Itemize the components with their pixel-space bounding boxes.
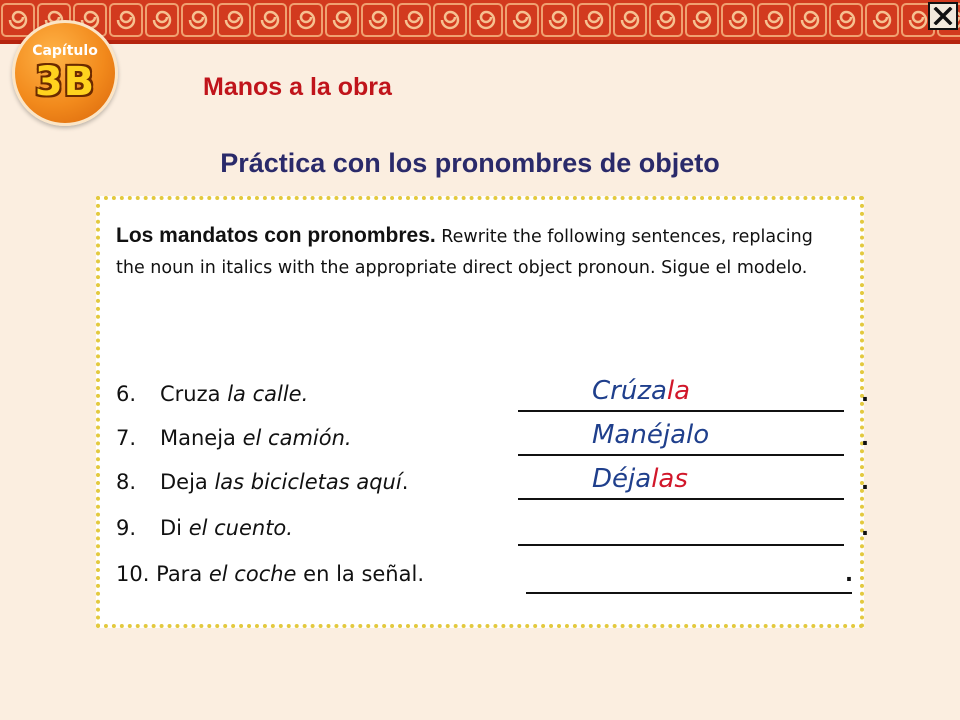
answer-text: Déjalas bbox=[592, 464, 688, 494]
instructions-lead: Los mandatos con pronombres. bbox=[116, 224, 436, 247]
exercise-sentence: Cruza la calle. bbox=[160, 382, 309, 406]
top-decorative-band bbox=[0, 0, 960, 44]
exercise-row-6 bbox=[116, 376, 869, 416]
exercise-number: 6. bbox=[116, 382, 137, 406]
period: . bbox=[861, 516, 869, 540]
close-button[interactable] bbox=[928, 2, 958, 30]
exercise-row-10 bbox=[116, 556, 856, 596]
exercise-number: 9. bbox=[116, 516, 137, 540]
band-bottom-line bbox=[0, 40, 960, 44]
answer-text: Manéjalo bbox=[592, 420, 710, 450]
period: . bbox=[845, 562, 853, 586]
chapter-label: Capítulo bbox=[32, 43, 98, 59]
exercise-card bbox=[96, 196, 869, 628]
exercise-sentence: Di el cuento. bbox=[160, 516, 293, 540]
exercise-row-7 bbox=[116, 420, 869, 460]
exercise-row-8 bbox=[116, 464, 869, 504]
instructions bbox=[116, 220, 836, 284]
instructions-text: Rewrite the following sentences, replacing the noun in italics with the appropriate direct object pronoun. Sigue el modelo. bbox=[116, 227, 813, 278]
section-title: Manos a la obra bbox=[203, 73, 392, 101]
exercise-number: 10. bbox=[116, 562, 150, 586]
period: . bbox=[861, 426, 869, 450]
exercise-number: 8. bbox=[116, 470, 137, 494]
page-title: Práctica con los pronombres de objeto bbox=[220, 148, 720, 178]
spiral-pattern bbox=[0, 0, 960, 44]
chapter-number: 3B bbox=[34, 59, 96, 105]
answer-blank[interactable] bbox=[518, 454, 844, 456]
answer-blank[interactable] bbox=[518, 498, 844, 500]
exercise-sentence: Maneja el camión. bbox=[160, 426, 352, 450]
exercise-row-9 bbox=[116, 510, 869, 550]
period: . bbox=[861, 382, 869, 406]
exercise-sentence: 10. Para el coche en la señal. bbox=[116, 562, 424, 586]
answer-blank[interactable] bbox=[518, 410, 844, 412]
answer-blank[interactable] bbox=[526, 592, 852, 594]
answer-blank[interactable] bbox=[518, 544, 844, 546]
close-x-icon bbox=[933, 7, 953, 25]
exercise-sentence: Deja las bicicletas aquí. bbox=[160, 470, 409, 494]
chapter-badge bbox=[12, 20, 118, 126]
period: . bbox=[861, 470, 869, 494]
exercise-number: 7. bbox=[116, 426, 137, 450]
answer-text: Crúzala bbox=[592, 376, 691, 406]
